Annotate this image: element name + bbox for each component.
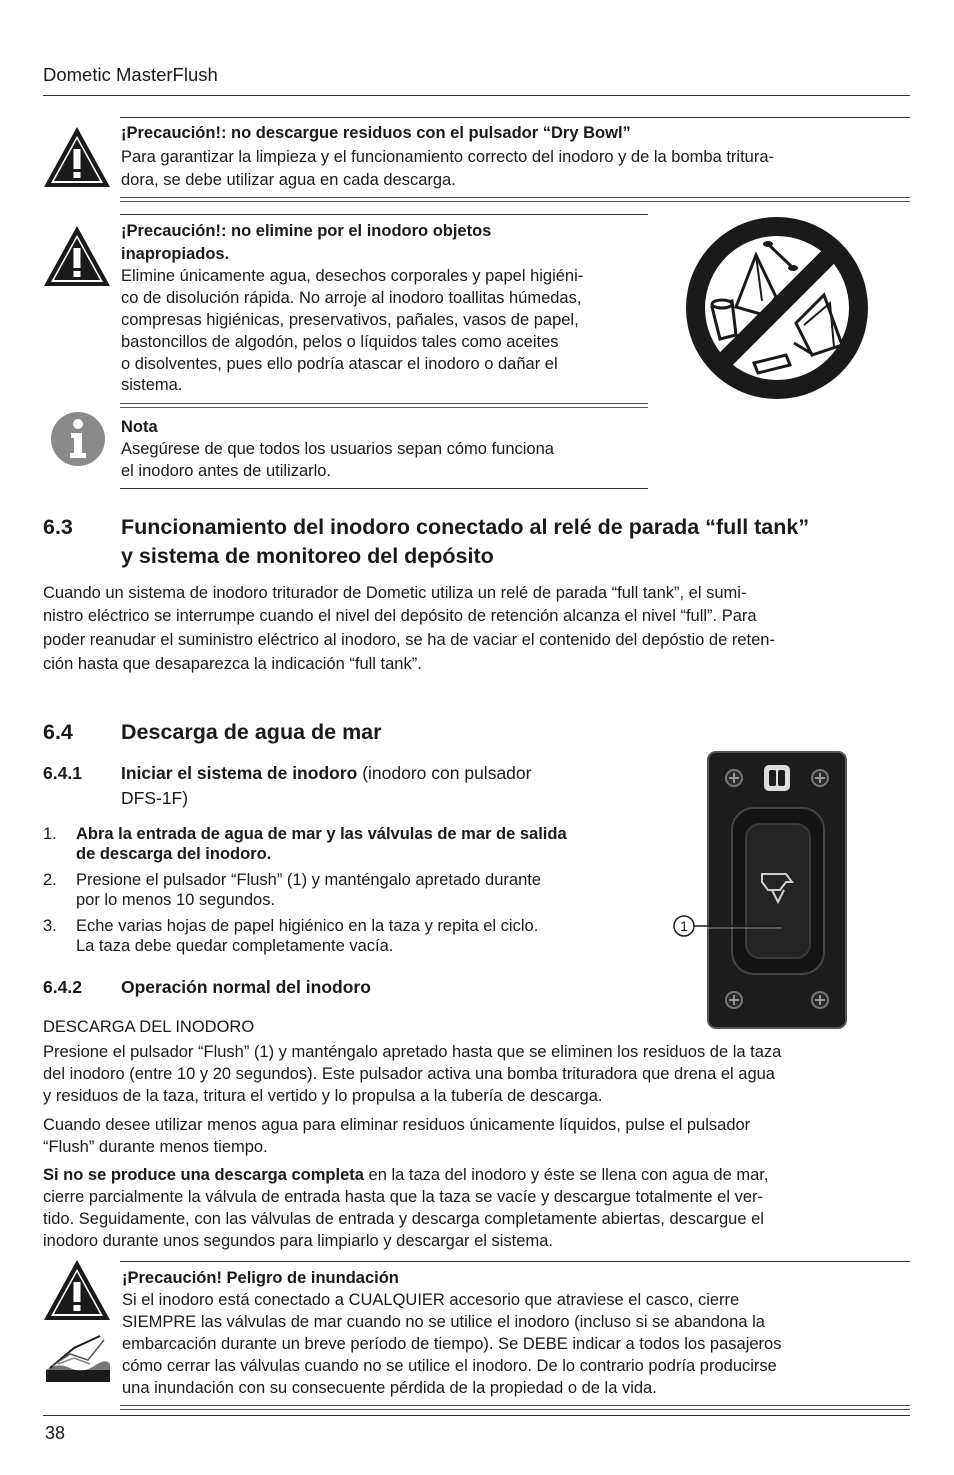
caution3-text-line: una inundación con su consecuente pérdida de la propiedad o de la vida. (122, 1379, 657, 1397)
section-6-4-1-title-bold: Iniciar el sistema de inodoro (121, 763, 358, 783)
warning-triangle-icon (42, 1258, 112, 1322)
caution2-bottom-rule (120, 403, 648, 408)
flush-switch-panel-image (668, 750, 850, 1032)
caution2-text-line: co de disolución rápida. No arroje al inodoro toallitas húmedas, (121, 289, 582, 307)
caution2-title-line: inapropiados. (121, 245, 230, 263)
section-6-4-2-title: Operación normal del inodoro (121, 977, 371, 997)
note-text-line: el inodoro antes de utilizarlo. (121, 462, 332, 480)
caution3-text-line: cómo cerrar las válvulas cuando no se utilice el inodoro. De lo contrario podría producirse (122, 1357, 777, 1375)
section-6-4-2-subheading: DESCARGA DEL INODORO (43, 1018, 255, 1036)
section-6-4-2-number: 6.4.2 (43, 977, 82, 997)
para-line: del inodoro (entre 10 y 20 segundos). Este pulsador activa una bomba trituradora que drena el agua (43, 1065, 775, 1083)
startup-steps-list (43, 824, 643, 962)
flooding-boat-icon (44, 1330, 112, 1384)
step-item (43, 824, 643, 864)
step-text-line: por lo menos 10 segundos. (76, 891, 276, 909)
switch-callout-label: 1 (680, 918, 688, 934)
caution1-text-line: dora, se debe utilizar agua en cada descarga. (121, 171, 456, 189)
step-number: 3. (43, 917, 57, 935)
note-bottom-rule (120, 488, 648, 489)
flush-paragraph-3 (43, 1164, 913, 1252)
info-icon (50, 411, 106, 467)
flush-paragraph-2 (43, 1114, 913, 1158)
note-title: Nota (121, 418, 158, 436)
caution2-text-line: compresas higiénicas, preservativos, pañales, vasos de papel, (121, 311, 579, 329)
note-text-line: Asegúrese de que todos los usuarios sepan cómo funciona (121, 440, 554, 458)
section-6-3-title-line: y sistema de monitoreo del depósito (121, 544, 494, 568)
flush-paragraph-1 (43, 1041, 913, 1107)
para-line: “Flush” durante menos tiempo. (43, 1138, 268, 1156)
section-6-3-text-line: nistro eléctrico se interrumpe cuando el nivel del depósito de retención alcanza el nivel “full”. Para (43, 607, 757, 625)
caution3-top-rule (120, 1261, 910, 1262)
section-6-3-text-line: ción hasta que desaparezca la indicación “full tank”. (43, 655, 422, 673)
caution1-top-rule (120, 117, 910, 118)
para-line (43, 1164, 913, 1186)
para-line: inodoro durante unos segundos para limpiarlo y descargar el sistema. (43, 1232, 553, 1250)
para-line: Cuando desee utilizar menos agua para eliminar residuos únicamente líquidos, pulse el pulsador (43, 1116, 751, 1134)
caution1-title: ¡Precaución!: no descargue residuos con el pulsador “Dry Bowl” (121, 124, 631, 142)
caution2-text-line: bastoncillos de algodón, pelos o líquidos tales como aceites (121, 333, 559, 351)
caution3-text-line: SIEMPRE las válvulas de mar cuando no se utilice el inodoro (incluso si se abandona la (122, 1313, 765, 1331)
step-item (43, 916, 643, 956)
section-6-3-number: 6.3 (43, 515, 73, 539)
step-text-line: de descarga del inodoro. (76, 845, 272, 863)
caution3-text-line: embarcación durante un breve período de tiempo). Se DEBE indicar a todos los pasajeros (122, 1335, 782, 1353)
section-6-3-text-line: Cuando un sistema de inodoro triturador de Dometic utiliza un relé de parada “full tank”, el sumi- (43, 584, 747, 602)
para3-bold-lead: Si no se produce una descarga completa (43, 1166, 364, 1184)
section-6-4-1-number: 6.4.1 (43, 763, 82, 783)
section-6-3-text-line: poder reanudar el suministro eléctrico al inodoro, se ha de vaciar el contenido del depóstio de reten- (43, 631, 775, 649)
para3-first-rest: en la taza del inodoro y éste se llena con agua de mar, (363, 1166, 769, 1184)
caution2-title-line: ¡Precaución!: no elimine por el inodoro objetos (121, 222, 492, 240)
section-6-4-1-title (121, 761, 531, 785)
no-objects-prohibition-icon (684, 215, 870, 401)
section-6-4-1-title-line2: DFS-1F) (121, 788, 189, 808)
caution3-bottom-rule (120, 1405, 910, 1410)
page-number: 38 (45, 1423, 66, 1443)
header-rule (43, 95, 910, 96)
footer-rule (43, 1415, 910, 1416)
step-number: 1. (43, 825, 57, 843)
caution2-text-line: o disolventes, pues ello podría atascar el inodoro o dañar el (121, 355, 558, 373)
step-text-line: Eche varias hojas de papel higiénico en la taza y repita el ciclo. (76, 917, 539, 935)
step-item (43, 870, 643, 910)
section-6-4-title: Descarga de agua de mar (121, 720, 382, 744)
step-text-line: Abra la entrada de agua de mar y las válvulas de mar de salida (76, 825, 567, 843)
section-6-4-1-title-rest: (inodoro con pulsador (357, 763, 532, 783)
para-line: Presione el pulsador “Flush” (1) y manténgalo apretado hasta que se eliminen los residuos de la taza (43, 1043, 782, 1061)
caution2-top-rule (120, 214, 648, 215)
caution3-title: ¡Precaución! Peligro de inundación (122, 1269, 399, 1287)
para-line: tido. Seguidamente, con las válvulas de entrada y descarga completamente abiertas, descargue el (43, 1210, 764, 1228)
caution1-text-line: Para garantizar la limpieza y el funcionamiento correcto del inodoro y de la bomba tritura- (121, 148, 774, 166)
section-6-3-title-line: Funcionamiento del inodoro conectado al relé de parada “full tank” (121, 515, 810, 539)
section-6-4-number: 6.4 (43, 720, 73, 744)
caution1-bottom-rule (120, 197, 910, 202)
caution3-text-line: Si el inodoro está conectado a CUALQUIER accesorio que atraviese el casco, cierre (122, 1291, 740, 1309)
header-title: Dometic MasterFlush (43, 64, 218, 85)
para-line: cierre parcialmente la válvula de entrada hasta que la taza se vacíe y descargue totalmente el ver- (43, 1188, 763, 1206)
para-line: y residuos de la taza, tritura el vertido y lo propulsa a la tubería de descarga. (43, 1087, 603, 1105)
caution2-text-line: sistema. (121, 376, 183, 394)
caution2-text-line: Elimine únicamente agua, desechos corporales y papel higiéni- (121, 267, 584, 285)
warning-triangle-icon (42, 224, 112, 288)
step-number: 2. (43, 871, 57, 889)
step-text-line: La taza debe quedar completamente vacía. (76, 937, 394, 955)
step-text-line: Presione el pulsador “Flush” (1) y manténgalo apretado durante (76, 871, 542, 889)
warning-triangle-icon (42, 125, 112, 189)
